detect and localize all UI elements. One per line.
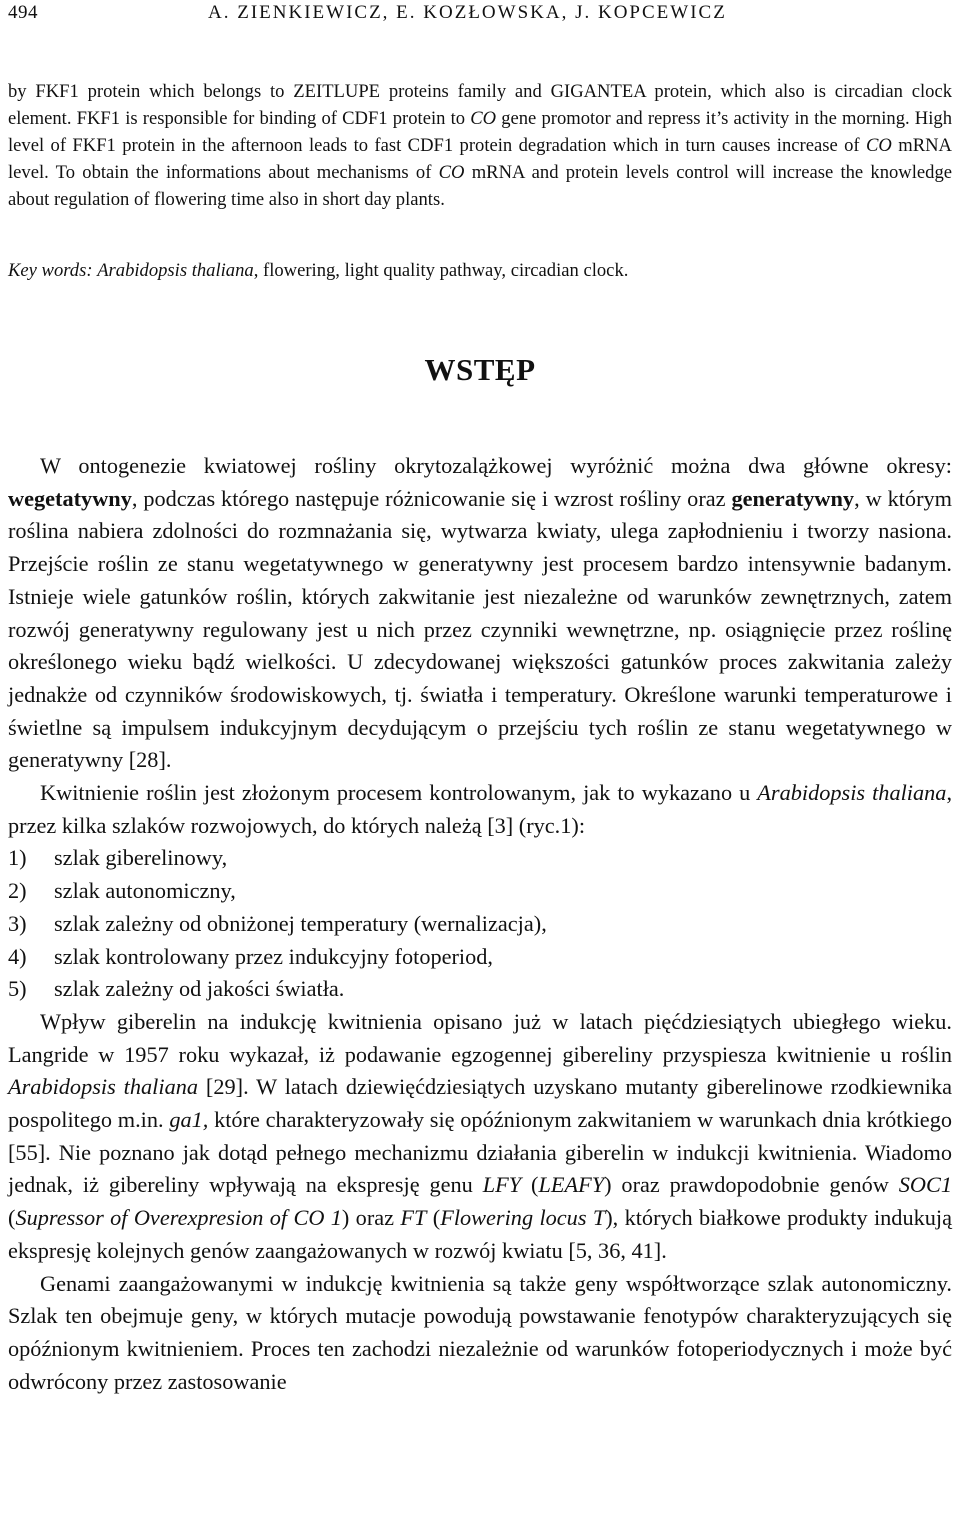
gene-name: LEAFY (538, 1172, 605, 1198)
paragraph-3 (8, 1006, 952, 1268)
paragraph-text: Genami zaangażowanymi w indukcję kwitnienia są także geny współtworzące szlak autonomiczny. Szlak ten obejmuje geny, w których mutacje powodują powstawanie fenotypów charakteryzujących się opóźnionym kwitnieniem. Proces ten zachodzi niezależnie od warunków fotoperiodycznych i może być odwrócony przez zastosowanie (8, 1270, 952, 1394)
paragraph-text: ) oraz prawdopodobnie genów (604, 1172, 899, 1198)
keywords-text: , flowering, light quality pathway, circadian clock. (253, 260, 629, 281)
gene-name: FT (400, 1205, 427, 1231)
paragraph-text: Kwitnienie roślin jest złożonym procesem kontrolowanym, jak to wykazano u (40, 780, 758, 806)
paragraph-text: ( (8, 1205, 16, 1231)
paragraph-text: które charakteryzowały się opóźnionym zakwitaniem w warunkach dnia krótkiego [55]. Nie poznano jak dotąd pełnego mechanizmu działania giberelin w indukcji kwitnienia. Wiadomo jednak, iż gibereliny wpływają na ekspresję genu (8, 1107, 952, 1198)
page-number: 494 (8, 2, 38, 23)
body-text (8, 450, 952, 1398)
paragraph-1 (8, 450, 952, 777)
abstract-text: mRNA level. To obtain the informations about mechanisms of (8, 135, 952, 183)
paragraph-text: ( (426, 1205, 441, 1231)
species-name: Arabidopsis thaliana (8, 1074, 199, 1100)
paragraph-text: W ontogenezie kwiatowej rośliny okrytozalążkowej wyróżnić można dwa główne okresy: (40, 453, 952, 478)
list-number: 2) (8, 878, 27, 904)
paragraph-2 (8, 777, 952, 842)
gene-name: CO (866, 135, 892, 156)
mutant-name: ga1, (169, 1107, 209, 1133)
page-header (8, 2, 952, 26)
list-number: 3) (8, 910, 27, 936)
gene-name: LFY (482, 1172, 522, 1198)
list-number: 1) (8, 845, 27, 871)
list-text: szlak kontrolowany przez indukcyjny fotoperiod, (54, 943, 494, 969)
pathway-list (8, 842, 952, 1006)
abstract-text: gene promotor and repress it’s activity in the morning. High level of FKF1 protein in the afternoon leads to fast CDF1 protein degradation which in turn causes increase of (8, 108, 952, 156)
list-text: szlak autonomiczny, (54, 878, 236, 904)
gene-full-name: Flowering locus T (440, 1205, 606, 1231)
gene-name: CO (470, 108, 497, 129)
paragraph-text: , w którym roślina nabiera zdolności do rozmnażania się, wytwarza kwiaty, ulega zapłodnieniu i tworzy nasiona. Przejście roślin ze stanu wegetatywnego w generatywny jest procesem bardzo intensywnie badanym. Istnieje wiele gatunków roślin, których zakwitanie jest niezależne od warunków zewnętrznych, zatem rozwój generatywny regulowany jest u nich przez czynniki wewnętrzne, np. osiągnięcie przez roślinę określonego wieku bądź wielkości. U zdecydowanej większości gatunków proces zakwitania zależy jednakże od czynników środowiskowych, tj. światła i temperatury. Określone warunki temperaturowe i świetlne są impulsem indukcyjnym decydującym o przejściu tych roślin ze stanu wegetatywnego w generatywny [28]. (8, 485, 953, 773)
list-text: szlak zależny od jakości światła. (54, 976, 345, 1002)
list-text: szlak giberelinowy, (54, 845, 228, 871)
list-item (8, 908, 952, 941)
running-head-authors: A. ZIENKIEWICZ, E. KOZŁOWSKA, J. KOPCEWICZ (208, 2, 727, 23)
paragraph-4 (8, 1268, 952, 1399)
paragraph-text: , podczas którego następuje różnicowanie się i wzrost rośliny oraz (131, 485, 732, 511)
list-number: 5) (8, 976, 27, 1002)
list-item (8, 875, 952, 908)
gene-name: SOC1 (898, 1172, 953, 1198)
list-item (8, 842, 952, 875)
paragraph-text: ) oraz (341, 1205, 401, 1231)
bold-term: generatywny (731, 485, 855, 511)
species-name: Arabidopsis thaliana (97, 260, 254, 281)
keywords-label: Key words: (8, 260, 93, 281)
paragraph-text: ), których białkowe produkty indukują ekspresję kolejnych genów zaangażowanych w rozwój kwiatu [5, 36, 41]. (8, 1205, 952, 1263)
paragraph-text: ( (521, 1172, 539, 1198)
abstract-text: mRNA and protein levels control will increase the knowledge about regulation of flowering time also in short day plants. (8, 162, 952, 210)
abstract-paragraph (8, 78, 952, 213)
list-text: szlak zależny od obniżonej temperatury (wernalizacja), (54, 910, 547, 936)
keywords-line (8, 257, 952, 284)
list-item (8, 941, 952, 974)
paragraph-text: , przez kilka szlaków rozwojowych, do których należą [3] (ryc.1): (8, 780, 953, 838)
abstract-text: by FKF1 protein which belongs to ZEITLUPE proteins family and GIGANTEA protein, which also is circadian clock element. FKF1 is responsible for binding of CDF1 protein to (8, 81, 952, 129)
section-title: WSTĘP (424, 352, 536, 387)
paragraph-text: [29]. W latach dziewięćdziesiątych uzyskano mutanty giberelinowe rzodkiewnika pospolitego m.in. (8, 1074, 952, 1133)
gene-name: CO (438, 162, 465, 183)
list-item (8, 973, 952, 1006)
gene-full-name: Supressor of Overexpresion of CO 1 (15, 1205, 342, 1231)
species-name: Arabidopsis thaliana (757, 780, 947, 806)
bold-term: wegetatywny (8, 485, 132, 511)
list-number: 4) (8, 943, 27, 969)
paragraph-text: Wpływ giberelin na indukcję kwitnienia opisano już w latach pięćdziesiątych ubiegłego wieku. Langride w 1957 roku wykazał, iż podawanie egzogennej gibereliny przyspiesza kwitnienie u roślin (8, 1008, 952, 1067)
